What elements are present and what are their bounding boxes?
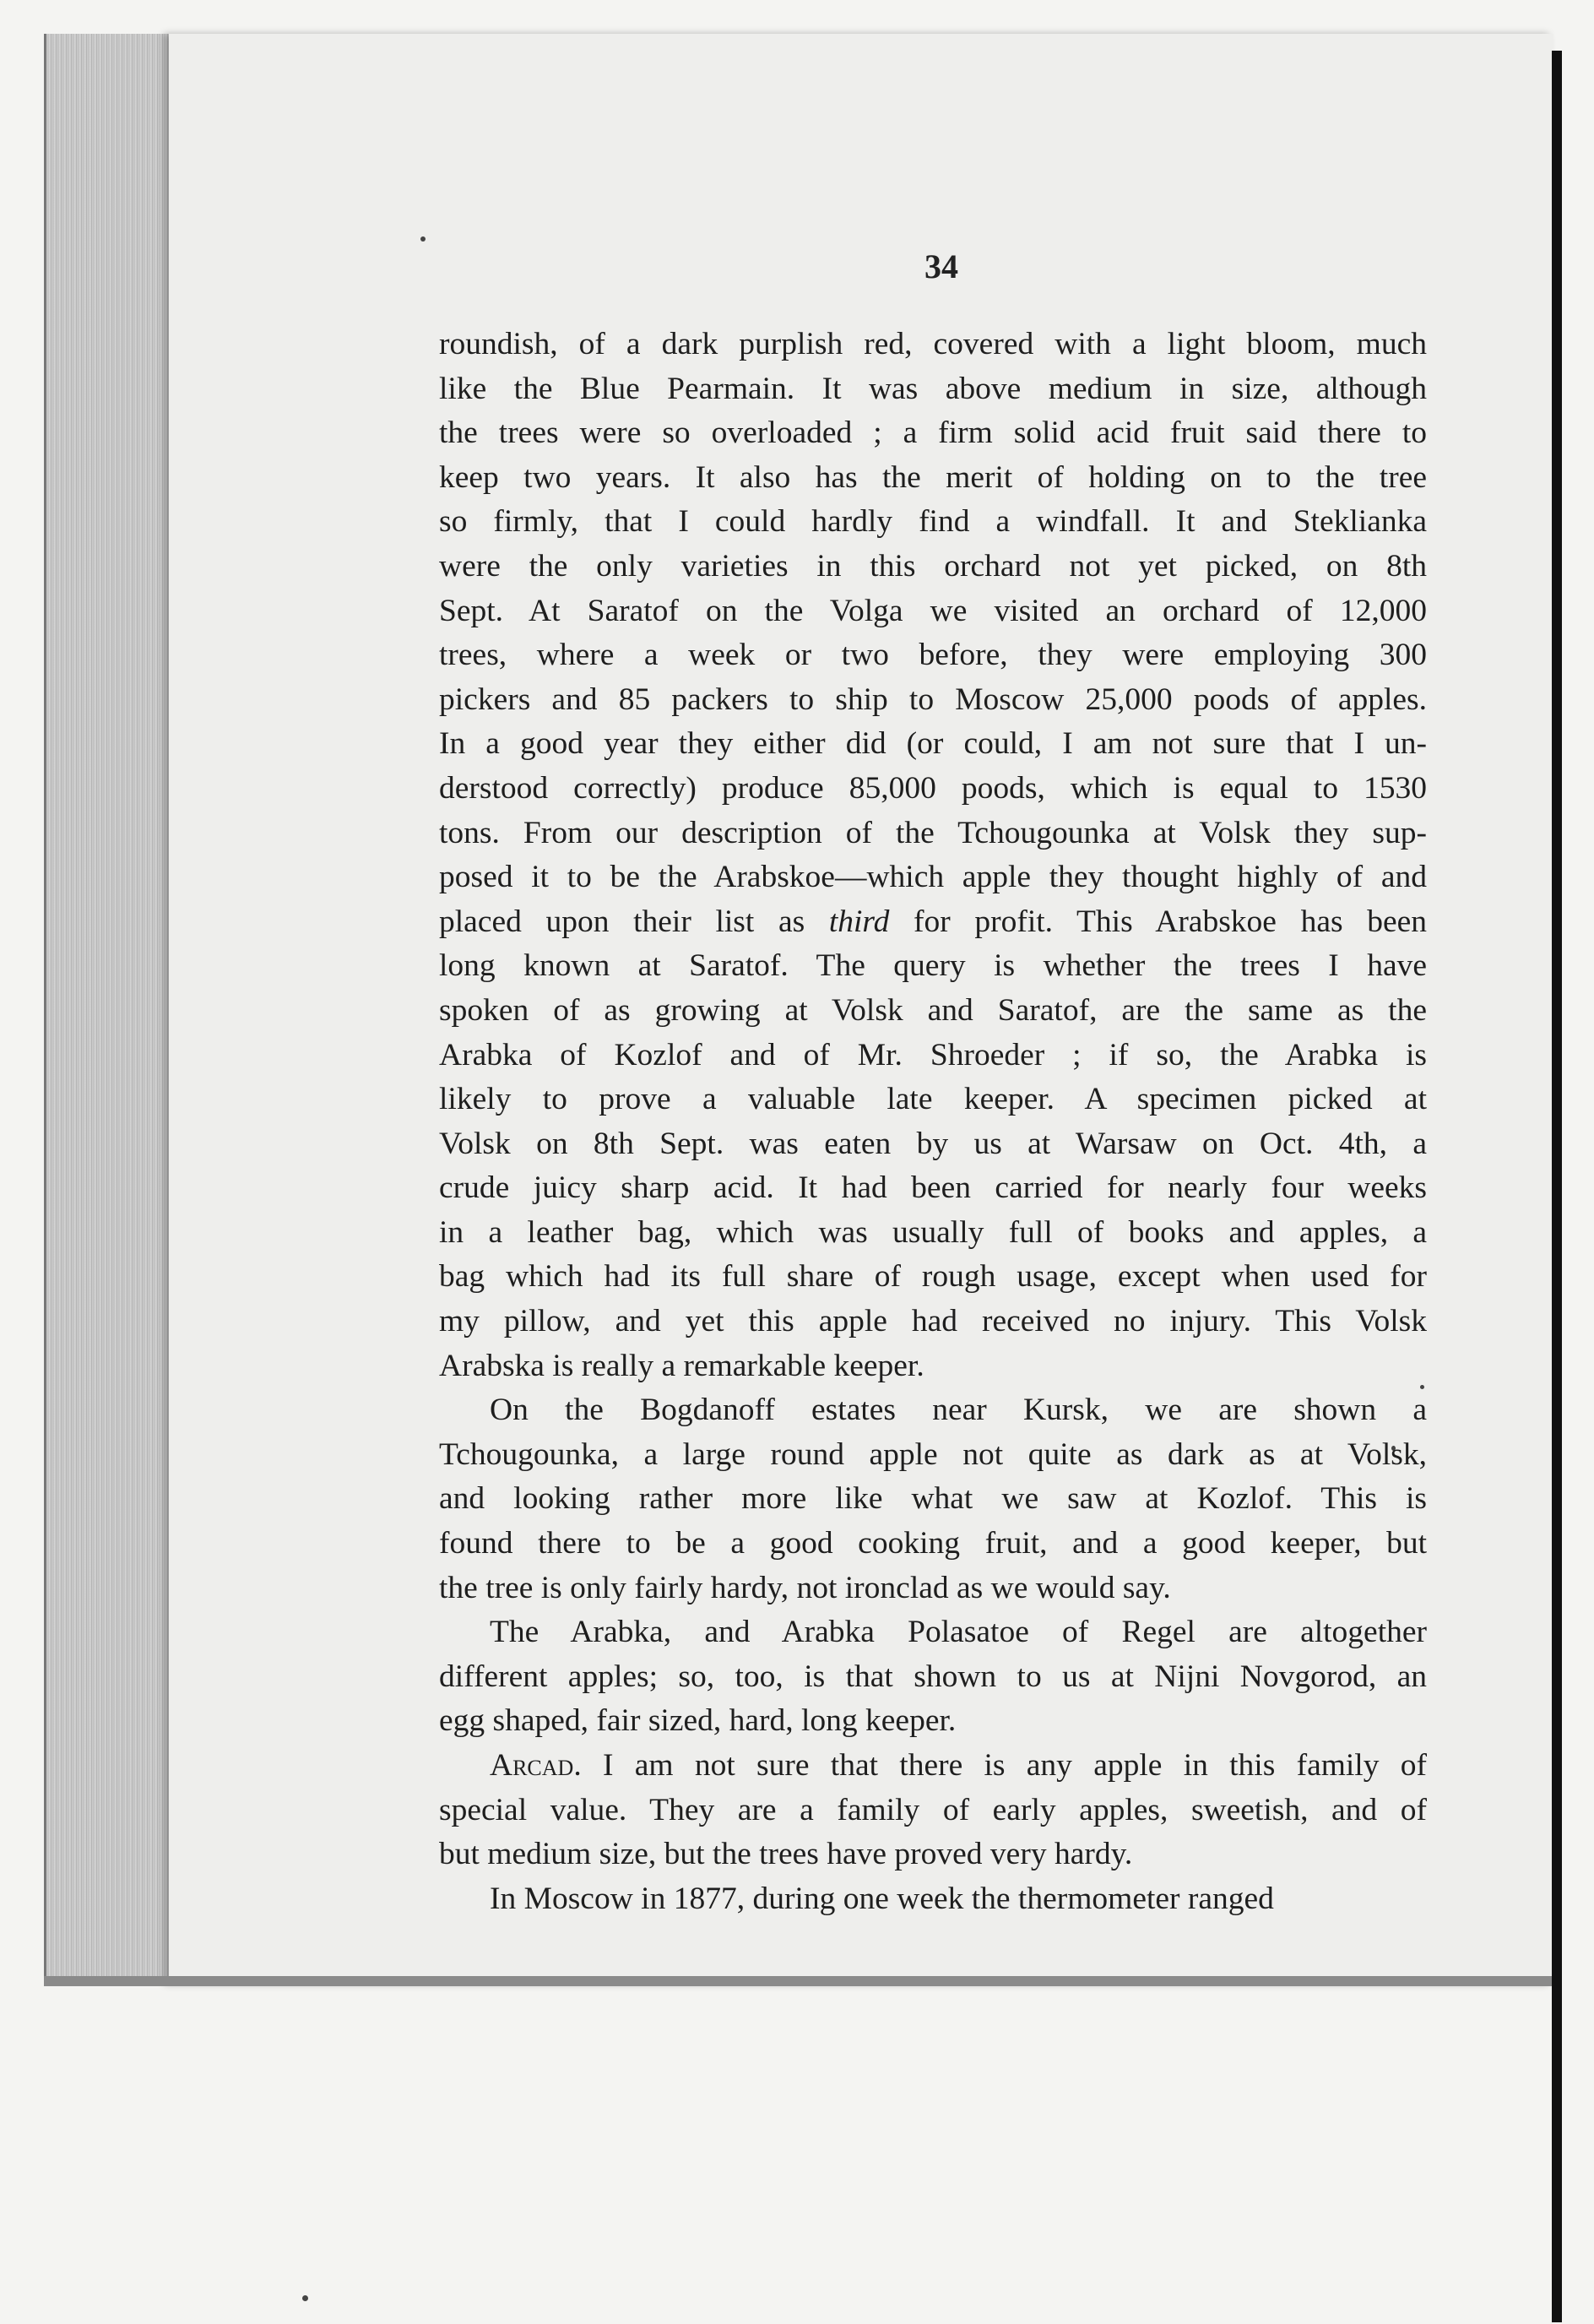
text-line: Arabka of Kozlof and of Mr. Shroeder ; if so, the Arabka is [439,1037,1427,1072]
facing-page-margin [1562,0,1594,2324]
text-line: posed it to be the Arabskoe—which apple they thought highly of and [439,860,1427,895]
text-line: like the Blue Pearmain. It was above medium in size, although [439,371,1427,406]
text-line: On the Bogdanoff estates near Kursk, we are shown a [490,1393,1427,1428]
text-line: tons. From our description of the Tchougounka at Volsk they sup- [439,815,1427,850]
emphasis: third [828,904,890,939]
paragraph [439,1744,1427,1877]
text-line: spoken of as growing at Volsk and Saratof, are the same as the [439,992,1427,1028]
text-line: egg shaped, fair sized, hard, long keeper. [439,1703,957,1739]
variety-name: Arcad. [490,1748,582,1783]
scan-speck [302,2295,308,2301]
text-line: and looking rather more like what we saw at Kozlof. This is [439,1481,1427,1517]
text-line: but medium size, but the trees have proved very hardy. [439,1837,1133,1872]
text-line: derstood correctly) produce 85,000 poods, which is equal to 1530 [439,770,1427,806]
book-page-edges [44,34,173,1985]
text-line: keep two years. It also has the merit of holding on to the tree [439,459,1427,495]
text-line: In a good year they either did (or could, I am not sure that I un- [439,726,1427,762]
body-text [439,323,1427,1921]
page-number: 34 [924,247,958,285]
page-bottom-edge [44,1976,1553,1986]
text-line: found there to be a good cooking fruit, and a good keeper, but [439,1526,1427,1561]
text-line: roundish, of a dark purplish red, covered with a light bloom, much [439,327,1427,361]
text-line: Sept. At Saratof on the Volga we visited an orchard of 12,000 [439,593,1427,628]
text-line: Arabska is really a remarkable keeper. [439,1348,924,1383]
text-line: In Moscow in 1877, during one week the thermometer ranged [490,1881,1274,1916]
text-line: likely to prove a valuable late keeper. A specimen picked at [439,1082,1427,1117]
text-line: different apples; so, too, is that shown to us at Nijni Novgorod, an [439,1659,1427,1694]
text-line: placed upon their list as third for profit. This Arabskoe has been [439,904,1427,939]
paragraph [439,323,1427,1388]
text-line: crude juicy sharp acid. It had been carried for nearly four weeks [439,1170,1427,1206]
text-line: my pillow, and yet this apple had received no injury. This Volsk [439,1304,1427,1339]
text-line: trees, where a week or two before, they were employing 300 [439,638,1427,673]
text-line: the trees were so overloaded ; a firm solid acid fruit said there to [439,415,1427,451]
text-line: were the only varieties in this orchard not yet picked, on 8th [439,548,1427,584]
facing-page-edge [1552,51,1562,2322]
text-line: Volsk on 8th Sept. was eaten by us at Warsaw on Oct. 4th, a [439,1126,1427,1161]
scan-speck [420,236,426,242]
text-line: Tchougounka, a large round apple not quite as dark as at Volsk, [439,1436,1427,1472]
text-line: The Arabka, and Arabka Polasatoe of Regel are altogether [490,1615,1427,1650]
text-line: long known at Saratof. The query is whether the trees I have [439,948,1427,984]
text-line: Arcad. I am not sure that there is any apple in this family of [490,1748,1427,1783]
text-line: in a leather bag, which was usually full of books and apples, a [439,1214,1427,1250]
text-line: so firmly, that I could hardly find a windfall. It and Steklianka [439,504,1427,540]
paragraph [439,1610,1427,1744]
text-line: pickers and 85 packers to ship to Moscow 25,000 poods of apples. [439,681,1427,717]
text-line: the tree is only fairly hardy, not ironclad as we would say. [439,1570,1171,1605]
text-line: special value. They are a family of early apples, sweetish, and of [439,1792,1427,1827]
text-line: bag which had its full share of rough usage, except when used for [439,1259,1427,1295]
paragraph [439,1877,1427,1922]
paragraph [439,1388,1427,1610]
